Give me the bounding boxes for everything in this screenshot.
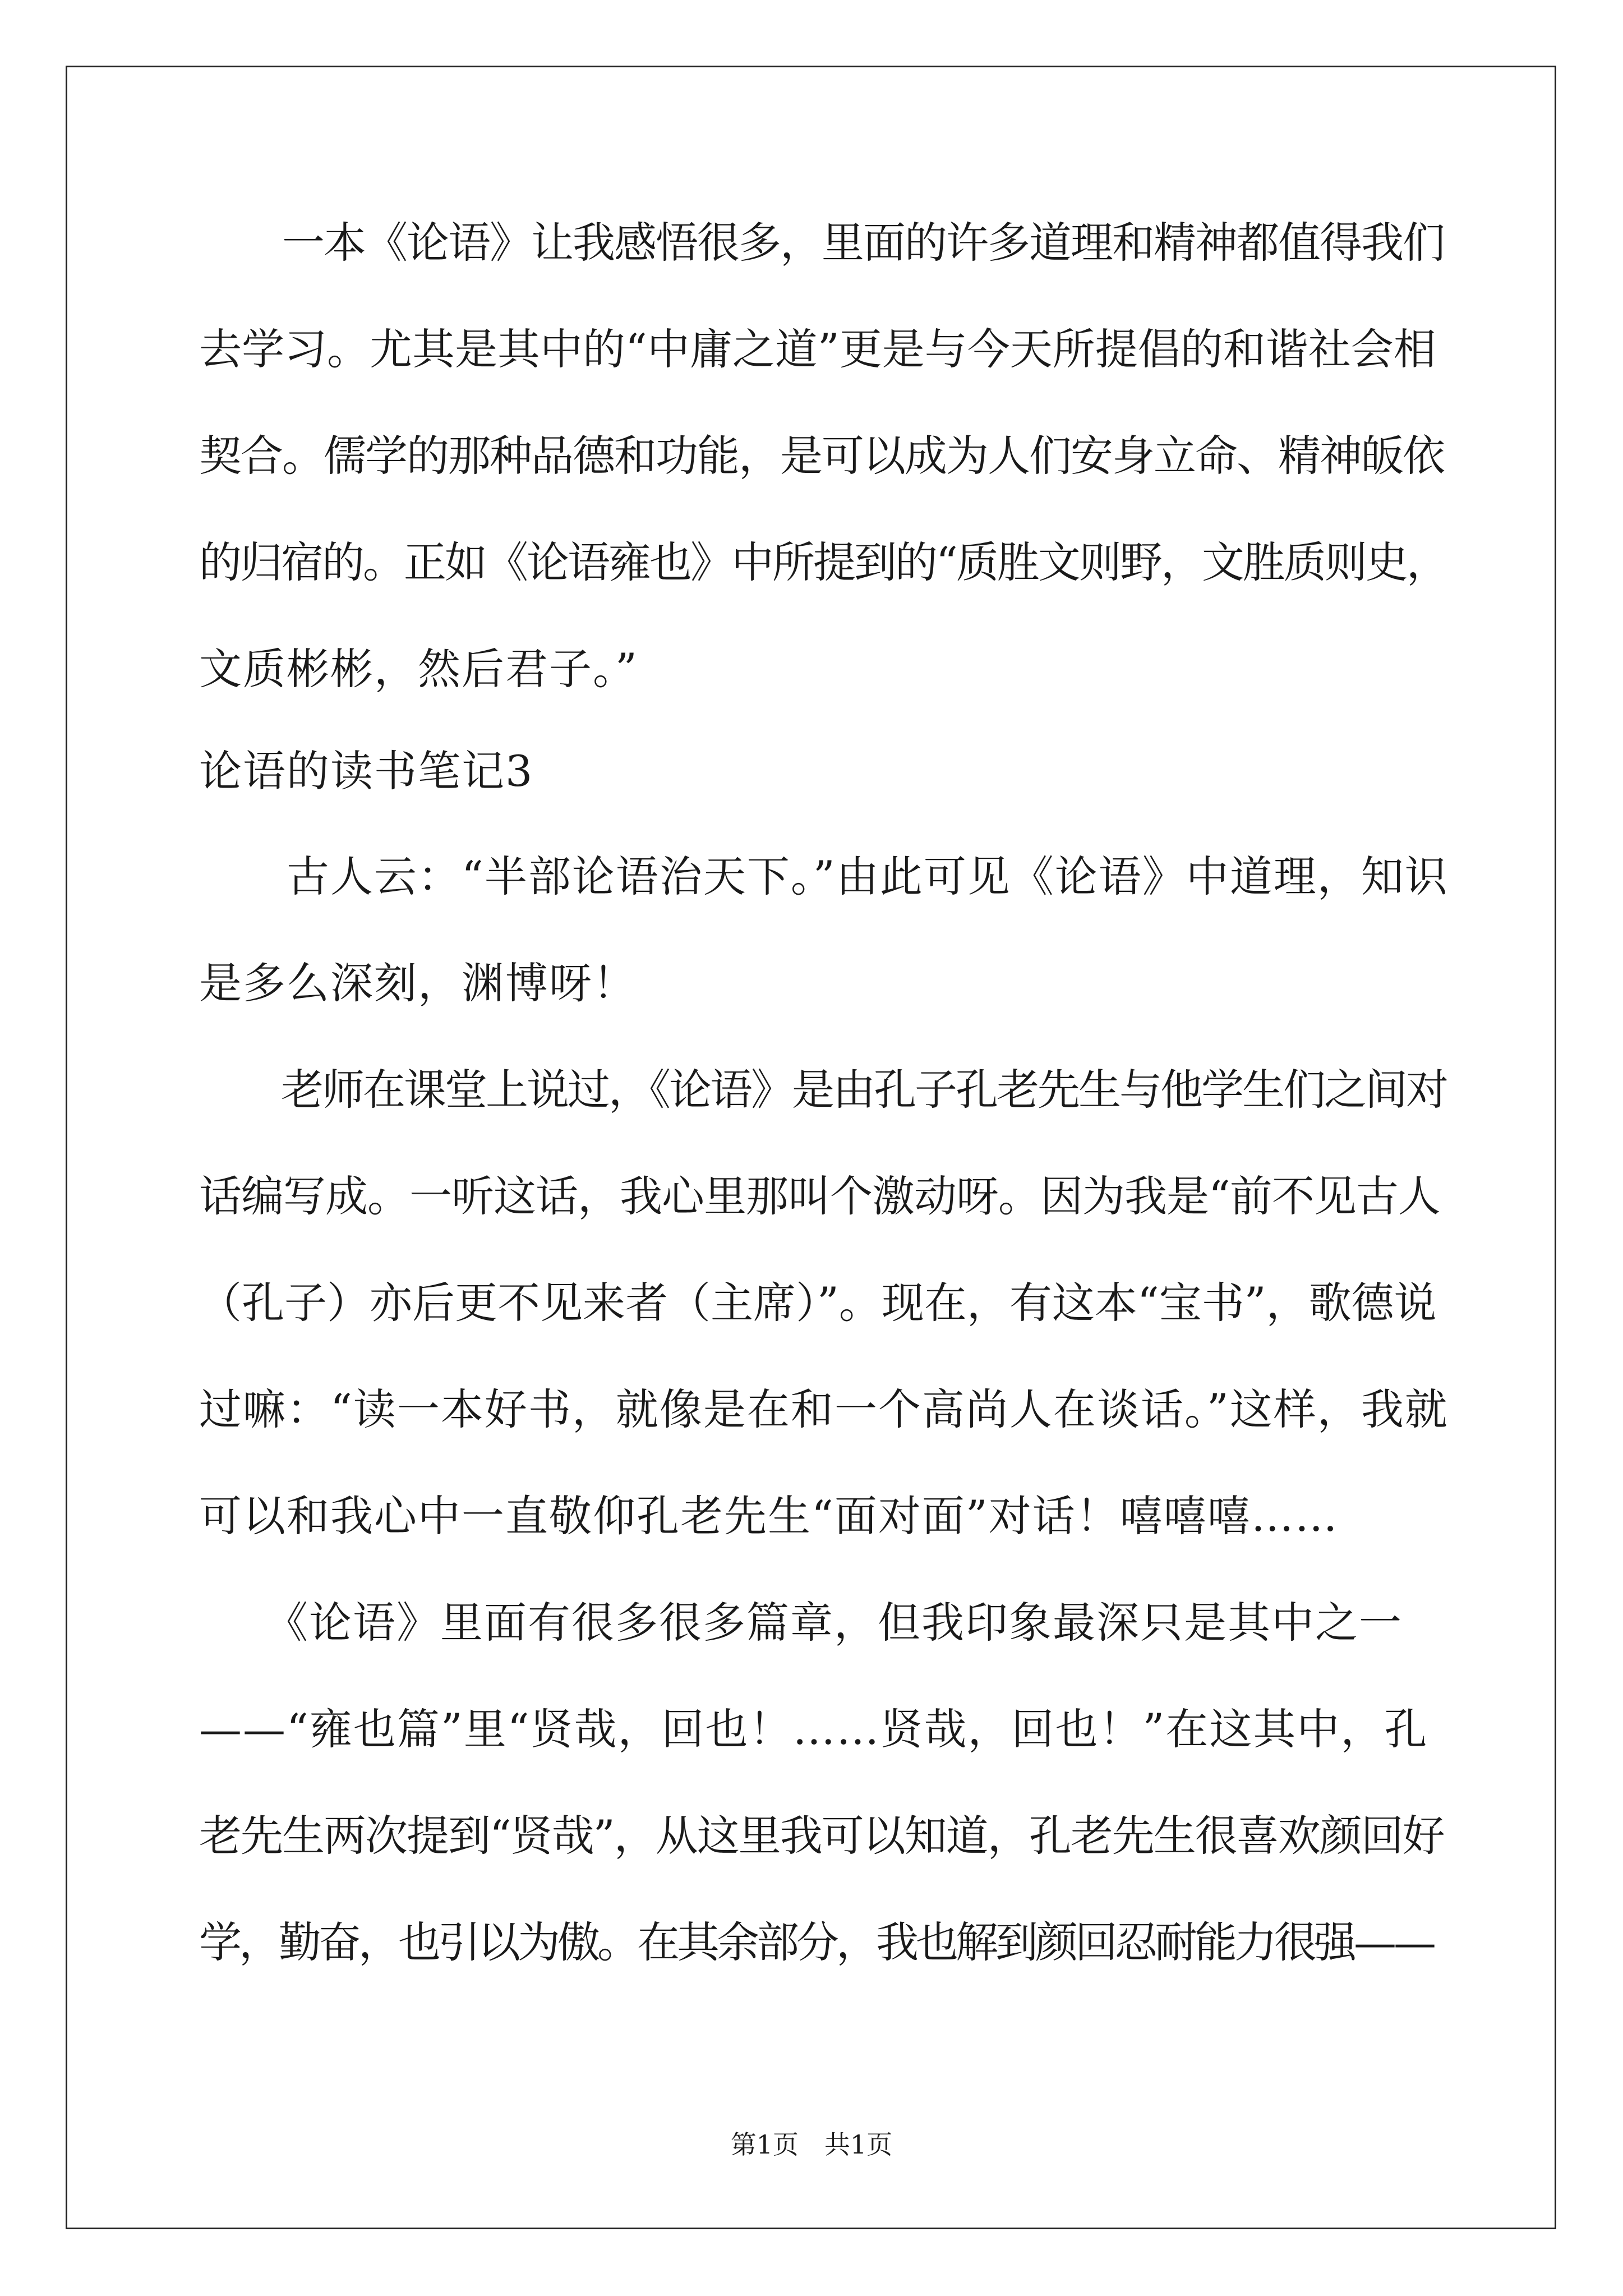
section-heading: 论语的读书笔记3 xyxy=(199,746,534,796)
text-line: 老师在课堂上说过，《论语》是由孔子孔老先生与他学生们之间对 xyxy=(199,1065,1447,1115)
text-line: 学，勤奋，也引以为傲。在其余部分，我也解到颜回忍耐能力很强—— xyxy=(199,1917,1433,1967)
text-line: 是多么深刻，渊博呀！ xyxy=(199,958,637,1008)
text-line: 契合。儒学的那种品德和功能，是可以成为人们安身立命、精神皈依 xyxy=(199,431,1444,481)
text-line: 可以和我心中一直敬仰孔老先生“面对面”对话！嘻嘻嘻…… xyxy=(199,1491,1339,1541)
text-line: 话编写成。一听这话，我心里那叫个激动呀。因为我是“前不见古人 xyxy=(199,1171,1440,1221)
text-line: 去学习。尤其是其中的“中庸之道”更是与今天所提倡的和谐社会相 xyxy=(199,324,1436,374)
text-line: （孔子）亦后更不见来者（主席）”。现在，有这本“宝书”，歌德说 xyxy=(199,1278,1437,1328)
text-line: 一本《论语》让我感悟很多，里面的许多道理和精神都值得我们 xyxy=(199,218,1444,268)
text-line: 古人云：“半部论语治天下。”由此可见《论语》中道理，知识 xyxy=(199,852,1449,901)
text-line: 文质彬彬，然后君子。” xyxy=(199,644,638,694)
page-number: 第1页 共1页 xyxy=(730,2129,893,2160)
text-line: 《论语》里面有很多很多篇章，但我印象最深只是其中之一 xyxy=(199,1598,1403,1648)
text-line: 老先生两次提到“贤哉”，从这里我可以知道，孔老先生很喜欢颜回好 xyxy=(199,1811,1444,1861)
text-line: ——“雍也篇”里“贤哉，回也！……贤哉，回也！”在这其中，孔 xyxy=(199,1704,1428,1754)
text-line: 过嘛：“读一本好书，就像是在和一个高尚人在谈话。”这样，我就 xyxy=(199,1384,1449,1434)
text-line: 的归宿的。正如《论语雍也》中所提到的“质胜文则野，文胜质则史， xyxy=(199,537,1447,587)
page-border xyxy=(66,66,1556,2229)
